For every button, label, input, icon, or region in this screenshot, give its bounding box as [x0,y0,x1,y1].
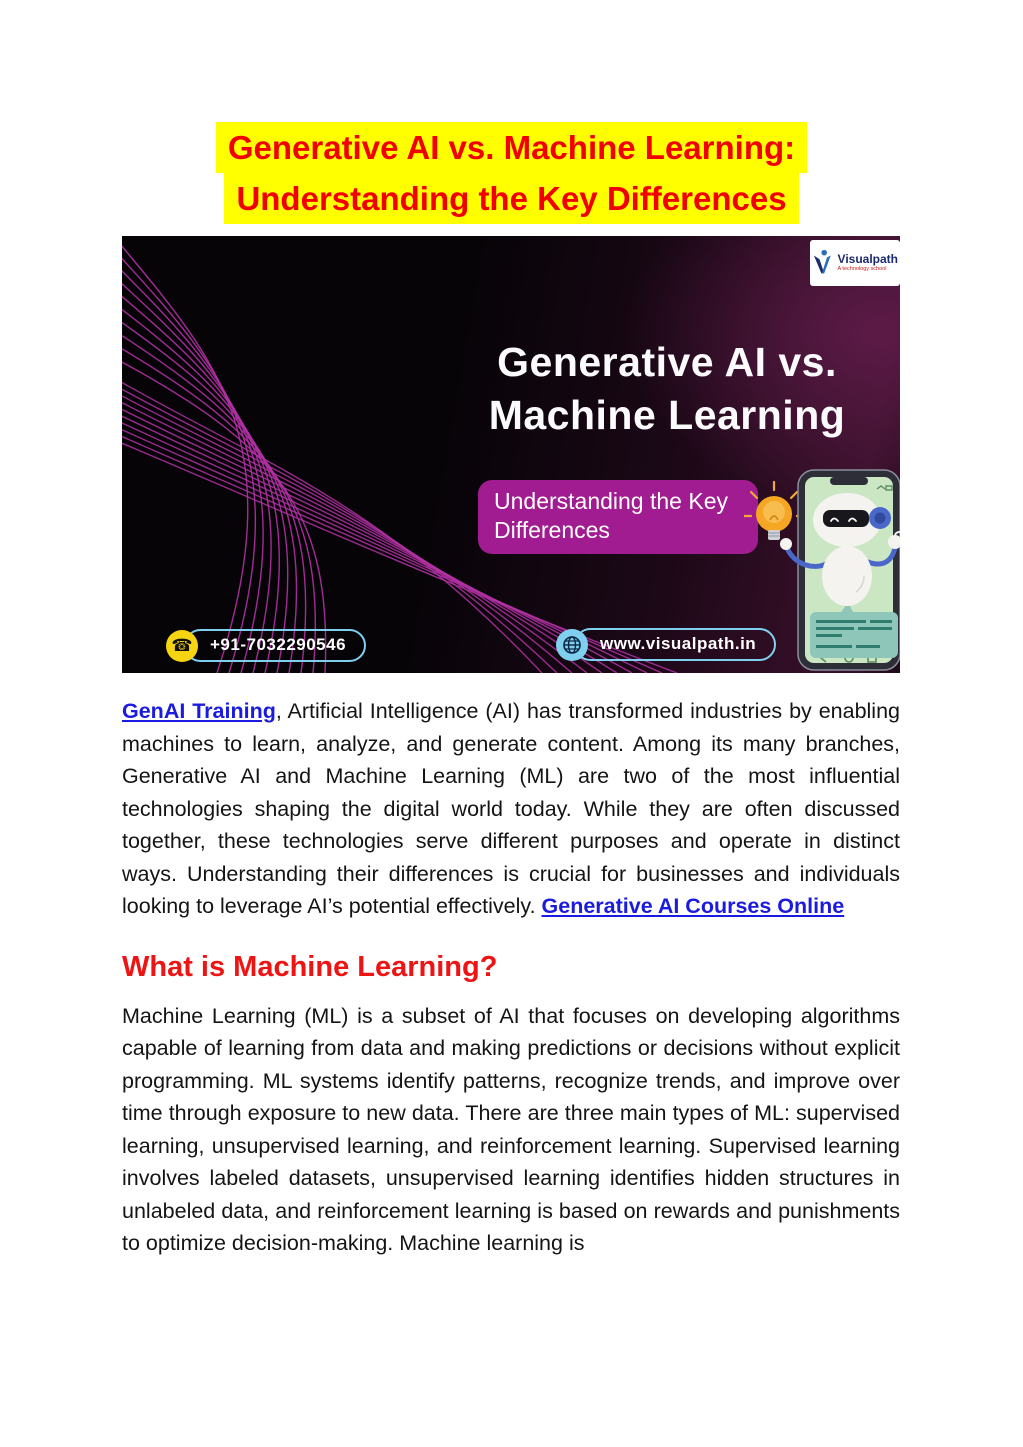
hero-banner [122,236,900,673]
visualpath-logo [810,240,900,286]
website-pill [556,628,776,661]
title-line-2: Understanding the Key Differences [224,173,798,224]
banner-headline-line1: Generative AI vs. [497,339,837,385]
document-title [0,122,1023,224]
globe-icon [556,629,588,661]
lightbulb-icon [744,482,805,540]
website-url: www.visualpath.in [574,628,776,661]
contact-phone-pill [166,629,366,662]
logo-name: Visualpath [837,252,898,267]
banner-headline [462,336,872,442]
banner-headline-line2: Machine Learning [488,392,846,438]
visualpath-logo-icon [812,248,835,278]
intro-paragraph [122,695,900,923]
banner-subtitle-box: Understanding the Key Differences [478,480,758,554]
section-heading-what-is-ml: What is Machine Learning? [122,950,498,983]
generative-ai-courses-link[interactable]: Generative AI Courses Online [541,894,845,918]
ml-paragraph: Machine Learning (ML) is a subset of AI that focuses on developing algorithms capable of learning from data and making predictions or decisions without explicit programming. ML systems identify patterns, recognize trends, and improve over time through exposure to new data. There are three main types of ML: supervised learning, unsupervised learning, and reinforcement learning. Supervised learning involves labeled datasets, unsupervised learning identifies hidden structures in unlabeled data, and reinforcement learning is based on rewards and punishments to optimize decision-making. Machine learning is [122,1003,900,1255]
phone-icon: ☎ [166,630,198,662]
genai-training-link[interactable]: GenAI Training [122,699,276,723]
intro-paragraph-text: , Artificial Intelligence (AI) has transformed industries by enabling machines to learn, analyze, and generate content. Among its many branches, Generative AI and Machine Learning (ML) are two of the most influential technologies shaping the digital world today. While they are often discussed together, these technologies serve different purposes and operate in distinct ways. Understanding their differences is crucial for businesses and individuals looking to leverage AI’s potential effectively. [122,699,900,918]
title-line-1: Generative AI vs. Machine Learning: [216,122,807,173]
phone-number: +91-7032290546 [184,629,366,662]
logo-tagline: A technology school [837,266,887,273]
